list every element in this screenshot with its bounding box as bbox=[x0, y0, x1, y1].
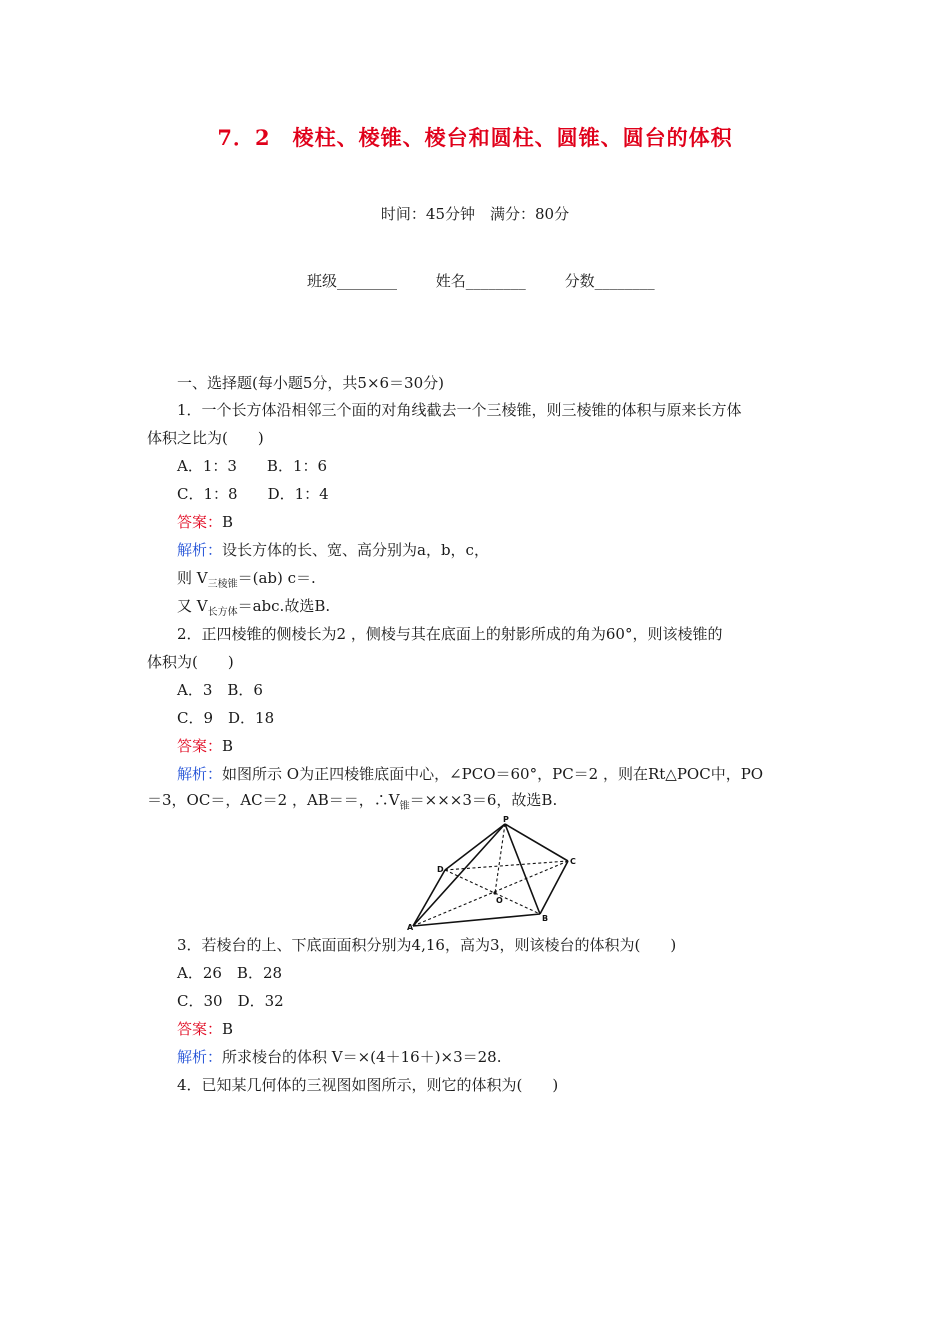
edge-pd bbox=[445, 824, 505, 870]
section-heading: 一、选择题(每小题5分，共5×6＝30分) bbox=[177, 374, 444, 392]
label-a: A bbox=[407, 923, 414, 930]
q1-stem-line2: 体积之比为( ) bbox=[147, 429, 264, 447]
analysis-text: ＝×××3＝6，故选B. bbox=[409, 791, 558, 809]
q2-analysis-line1 bbox=[177, 763, 763, 784]
edge-dc bbox=[445, 861, 568, 870]
answer-label: 答案： bbox=[177, 513, 223, 531]
edge-ab bbox=[413, 914, 540, 926]
answer-label: 答案： bbox=[177, 1020, 223, 1038]
analysis-subscript: 锥 bbox=[399, 801, 410, 812]
q1-stem-line1: 1．一个长方体沿相邻三个面的对角线截去一个三棱锥，则三棱锥的体积与原来长方体 bbox=[177, 401, 742, 419]
edge-bc bbox=[540, 861, 568, 914]
label-b: B bbox=[542, 914, 549, 923]
q1-answer bbox=[177, 511, 233, 532]
score-field: 分数________ bbox=[564, 272, 655, 290]
q3-options-cd: C．30 D．32 bbox=[177, 992, 284, 1010]
student-fields bbox=[307, 270, 689, 291]
pyramid-solid-edges bbox=[413, 824, 568, 926]
analysis-subscript: 长方体 bbox=[207, 607, 238, 618]
analysis-text: ＝abc.故选B. bbox=[237, 597, 331, 615]
answer-value: B bbox=[222, 1020, 234, 1038]
q4-stem: 4．已知某几何体的三视图如图所示，则它的体积为( ) bbox=[177, 1076, 559, 1094]
analysis-text: 所求棱台的体积 V＝×(4＋16＋)×3＝28. bbox=[222, 1048, 502, 1066]
edge-ad bbox=[413, 870, 445, 926]
center-point-o bbox=[493, 891, 496, 894]
q2-stem-line2: 体积为( ) bbox=[147, 653, 234, 671]
page-title: 7．2 棱柱、棱锥、棱台和圆柱、圆锥、圆台的体积 bbox=[217, 125, 733, 150]
q2-stem-line1: 2．正四棱锥的侧棱长为2 ，侧棱与其在底面上的射影所成的角为60°，则该棱锥的 bbox=[177, 625, 723, 643]
q2-answer bbox=[177, 735, 233, 756]
analysis-text: 如图所示 O为正四棱锥底面中心，∠PCO＝60°，PC＝2 ，则在Rt△POC中，PO bbox=[222, 765, 764, 783]
q3-analysis bbox=[177, 1046, 502, 1067]
edge-pc bbox=[505, 824, 568, 861]
class-field: 班级________ bbox=[307, 272, 398, 290]
q2-options-cd: C．9 D．18 bbox=[177, 709, 275, 727]
q1-analysis-line2 bbox=[177, 567, 316, 590]
label-d: D bbox=[437, 865, 444, 874]
q1-analysis-line3 bbox=[177, 595, 330, 618]
analysis-label: 解析： bbox=[177, 541, 223, 559]
name-field: 姓名________ bbox=[435, 272, 526, 290]
analysis-subscript: 三棱锥 bbox=[207, 579, 238, 590]
vertex-labels bbox=[407, 815, 576, 930]
analysis-text: 又 V bbox=[177, 597, 208, 615]
answer-label: 答案： bbox=[177, 737, 223, 755]
analysis-text: 设长方体的长、宽、高分别为a，b，c， bbox=[222, 541, 489, 559]
label-p: P bbox=[503, 815, 509, 824]
q3-answer bbox=[177, 1018, 233, 1039]
pyramid-figure bbox=[405, 814, 583, 930]
analysis-text: ＝3，OC＝，AC＝2 ，AB＝＝，∴V bbox=[147, 791, 400, 809]
q2-options-ab: A．3 B．6 bbox=[177, 681, 263, 699]
answer-value: B bbox=[222, 737, 234, 755]
q1-options-ab: A．1：3 B．1：6 bbox=[177, 457, 328, 475]
analysis-label: 解析： bbox=[177, 765, 223, 783]
q1-analysis-line1 bbox=[177, 539, 489, 560]
label-o: O bbox=[496, 896, 503, 905]
analysis-text: ＝(ab) c＝. bbox=[237, 569, 316, 587]
q2-analysis-line2 bbox=[147, 789, 557, 812]
edge-pa bbox=[413, 824, 505, 926]
exam-meta: 时间：45分钟 满分：80分 bbox=[380, 205, 570, 223]
q3-stem: 3．若棱台的上、下底面面积分别为4,16，高为3，则该棱台的体积为( ) bbox=[177, 936, 677, 954]
answer-value: B bbox=[222, 513, 234, 531]
q1-options-cd: C．1：8 D．1：4 bbox=[177, 485, 329, 503]
label-c: C bbox=[570, 857, 576, 866]
analysis-label: 解析： bbox=[177, 1048, 223, 1066]
analysis-text: 则 V bbox=[177, 569, 208, 587]
q3-options-ab: A．26 B．28 bbox=[177, 964, 283, 982]
